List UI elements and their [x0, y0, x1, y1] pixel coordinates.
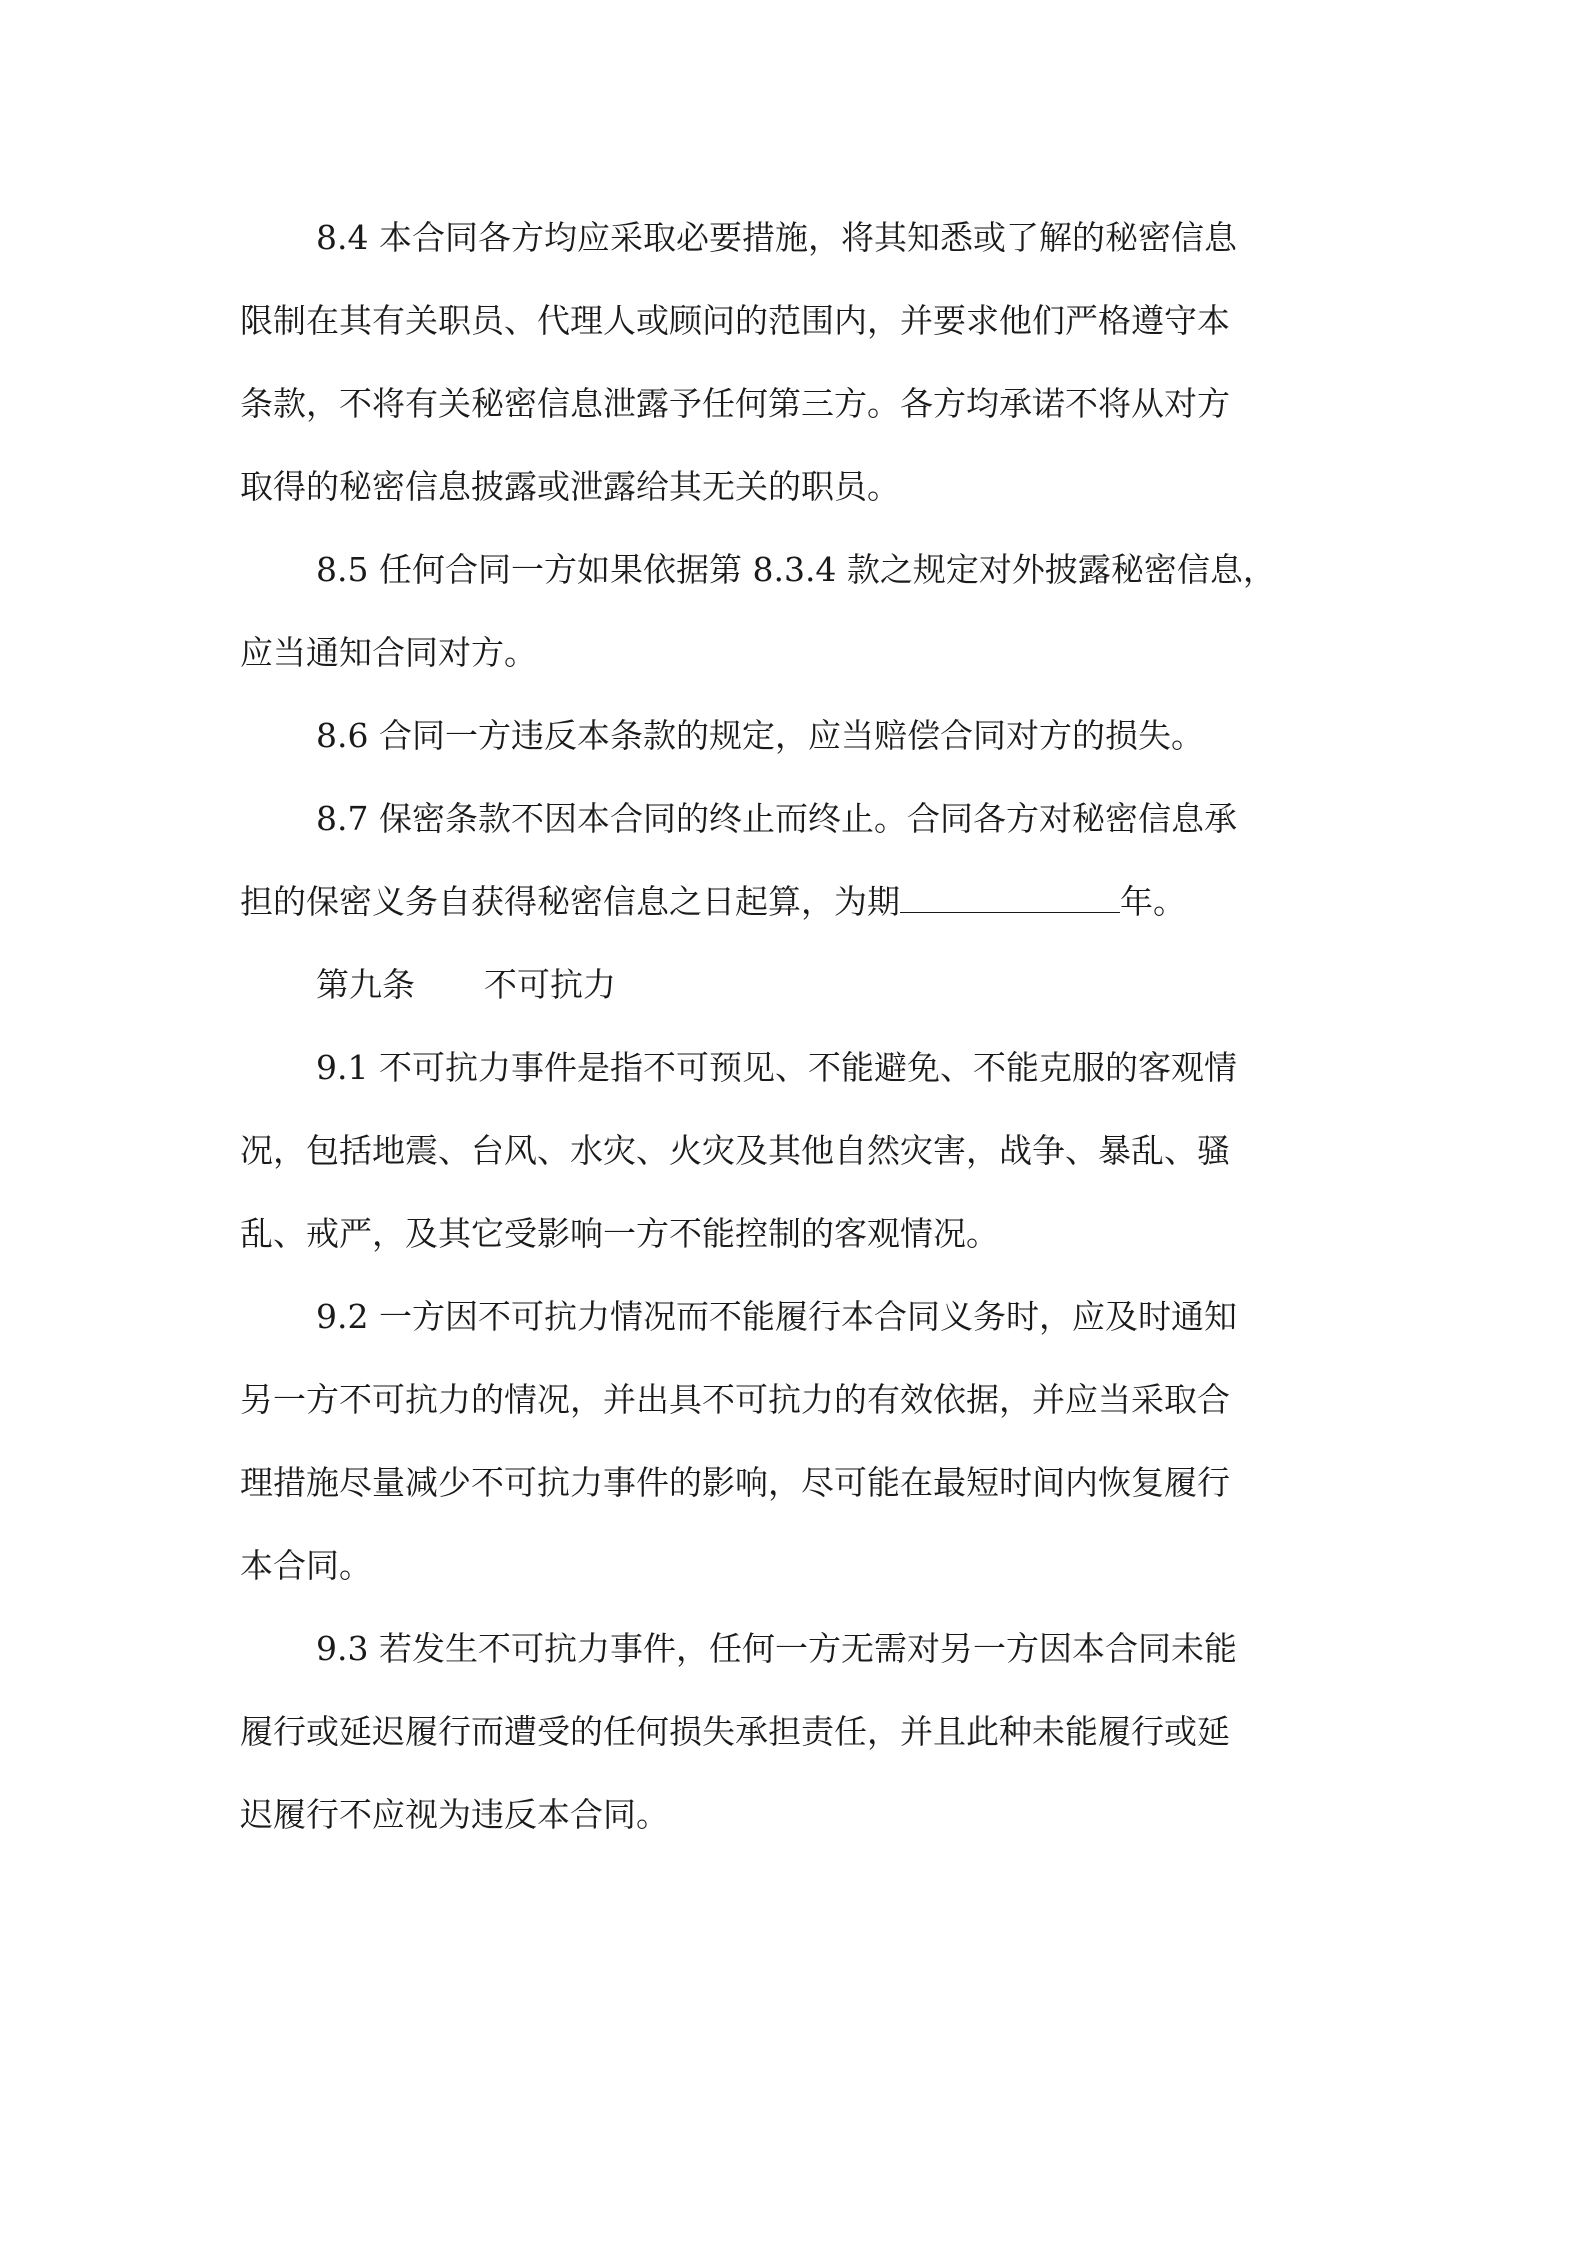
clause-9-1-line-1: 9.1 不可抗力事件是指不可预见、不能避免、不能克服的客观情 [316, 1048, 1237, 1087]
clause-9-1-line-2: 况，包括地震、台风、水灾、火灾及其他自然灾害，战争、暴乱、骚 [240, 1131, 1230, 1170]
clause-9-1-line-3: 乱、戒严，及其它受影响一方不能控制的客观情况。 [240, 1214, 999, 1253]
clause-9-2-line-4: 本合同。 [240, 1546, 372, 1585]
clause-9-2-line-2: 另一方不可抗力的情况，并出具不可抗力的有效依据，并应当采取合 [240, 1380, 1230, 1419]
document-body [240, 196, 1350, 1856]
clause-8-7-line-2-suffix: 年。 [1120, 882, 1186, 921]
clause-8-4-line-2: 限制在其有关职员、代理人或顾问的范围内，并要求他们严格遵守本 [240, 301, 1230, 340]
clause-9-1 [240, 1026, 1350, 1275]
clause-8-7-line-1: 8.7 保密条款不因本合同的终止而终止。合同各方对秘密信息承 [316, 799, 1237, 838]
clause-8-6-line-1: 8.6 合同一方违反本条款的规定，应当赔偿合同对方的损失。 [316, 716, 1204, 755]
clause-8-5-line-1: 8.5 任何合同一方如果依据第 8.3.4 款之规定对外披露秘密信息， [316, 550, 1276, 589]
clause-9-2-line-1: 9.2 一方因不可抗力情况而不能履行本合同义务时，应及时通知 [316, 1297, 1237, 1336]
clause-9-3-line-1: 9.3 若发生不可抗力事件，任何一方无需对另一方因本合同未能 [316, 1629, 1237, 1668]
clause-8-4 [240, 196, 1350, 528]
clause-8-7 [240, 777, 1350, 943]
clause-8-4-line-1: 8.4 本合同各方均应采取必要措施，将其知悉或了解的秘密信息 [316, 218, 1237, 257]
clause-8-5 [240, 528, 1350, 694]
clause-9-3 [240, 1607, 1350, 1856]
clause-8-6 [240, 694, 1350, 777]
clause-8-7-line-2-text: 担的保密义务自获得秘密信息之日起算，为期 [240, 882, 900, 921]
article-9-heading [240, 943, 1350, 1026]
term-years-blank[interactable] [900, 888, 1120, 913]
clause-9-2 [240, 1275, 1350, 1607]
clause-9-2-line-3: 理措施尽量减少不可抗力事件的影响，尽可能在最短时间内恢复履行 [240, 1463, 1230, 1502]
clause-9-3-line-2: 履行或延迟履行而遭受的任何损失承担责任，并且此种未能履行或延 [240, 1712, 1230, 1751]
clause-8-7-line-2 [240, 860, 1350, 943]
clause-8-4-line-4: 取得的秘密信息披露或泄露给其无关的职员。 [240, 467, 900, 506]
clause-8-5-line-2: 应当通知合同对方。 [240, 633, 537, 672]
clause-9-3-line-3: 迟履行不应视为违反本合同。 [240, 1795, 669, 1834]
article-9-number: 第九条 [316, 965, 415, 1004]
article-9-title: 不可抗力 [484, 965, 616, 1004]
clause-8-4-line-3: 条款，不将有关秘密信息泄露予任何第三方。各方均承诺不将从对方 [240, 384, 1230, 423]
